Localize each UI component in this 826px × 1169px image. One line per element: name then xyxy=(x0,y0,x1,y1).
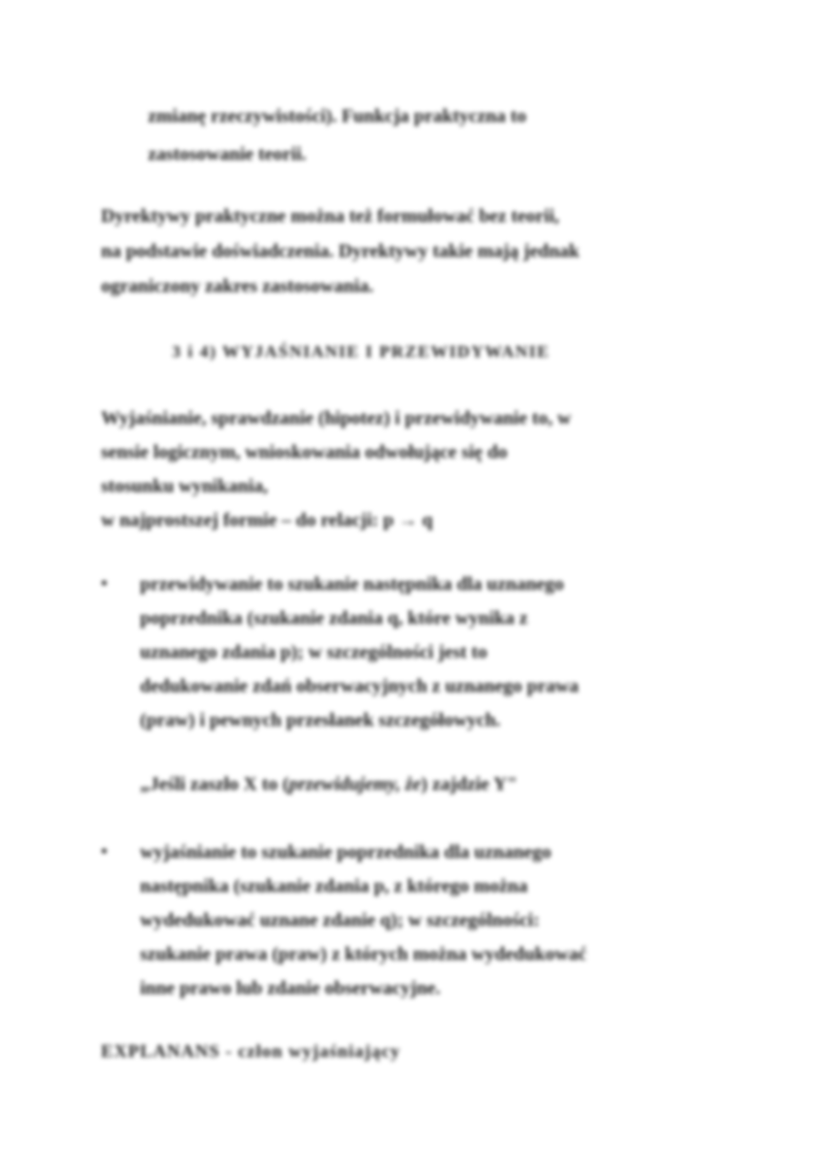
text-line: zmianę rzeczywistości). Funkcja praktyczna to xyxy=(148,106,527,127)
text-line: zastosowanie teorii. xyxy=(148,144,307,165)
text-line: Wyjaśnianie, sprawdzanie (hipotez) i przewidywanie to, w xyxy=(101,408,572,429)
text-line: w najprostszej formie – do relacji: p → q xyxy=(101,510,433,531)
text-line: wyjaśnianie to szukanie poprzednika dla uznanego xyxy=(140,842,552,863)
text-line: dedukowanie zdań obserwacyjnych z uznanego prawa xyxy=(140,676,579,697)
quote-line xyxy=(140,773,517,797)
text-line: inne prawo lub zdanie obserwacyjne. xyxy=(140,978,441,999)
quote-suffix: ) zajdzie Y" xyxy=(421,774,518,795)
text-line: Dyrektywy praktyczne można też formułować bez teorii, xyxy=(101,206,560,227)
text-line: wydedukować uznane zdanie q); w szczególności: xyxy=(140,910,540,931)
text-line: (praw) i pewnych przesłanek szczegółowych. xyxy=(140,710,501,731)
quote-prefix: „Jeśli zaszło X to ( xyxy=(140,774,289,795)
bullet-marker: • xyxy=(101,841,108,861)
quote-italic: przewidujemy, że xyxy=(288,774,422,795)
text-line: następnika (szukanie zdania p, z którego można xyxy=(140,876,528,897)
bullet-marker: • xyxy=(101,573,108,593)
text-line: poprzednika (szukanie zdania q, które wynika z xyxy=(140,608,528,629)
text-line: przewidywanie to szukanie następnika dla uznanego xyxy=(140,574,564,595)
text-line: sensie logicznym, wnioskowania odwołujące się do xyxy=(101,442,508,463)
text-line: szukanie prawa (praw) z których można wydedukować xyxy=(140,944,587,965)
section-heading: 3 i 4) WYJAŚNIANIE I PRZEWIDYWANIE xyxy=(172,342,550,361)
text-line: na podstawie doświadczenia. Dyrektywy takie mają jednak xyxy=(101,241,580,262)
text-line: uznanego zdania p); w szczególności jest to xyxy=(140,642,488,663)
text-line: stosunku wynikania, xyxy=(101,476,268,497)
explanans-term: EXPLANANS - człon wyjaśniający xyxy=(101,1041,401,1061)
text-line: ograniczony zakres zastosowania. xyxy=(101,276,374,297)
